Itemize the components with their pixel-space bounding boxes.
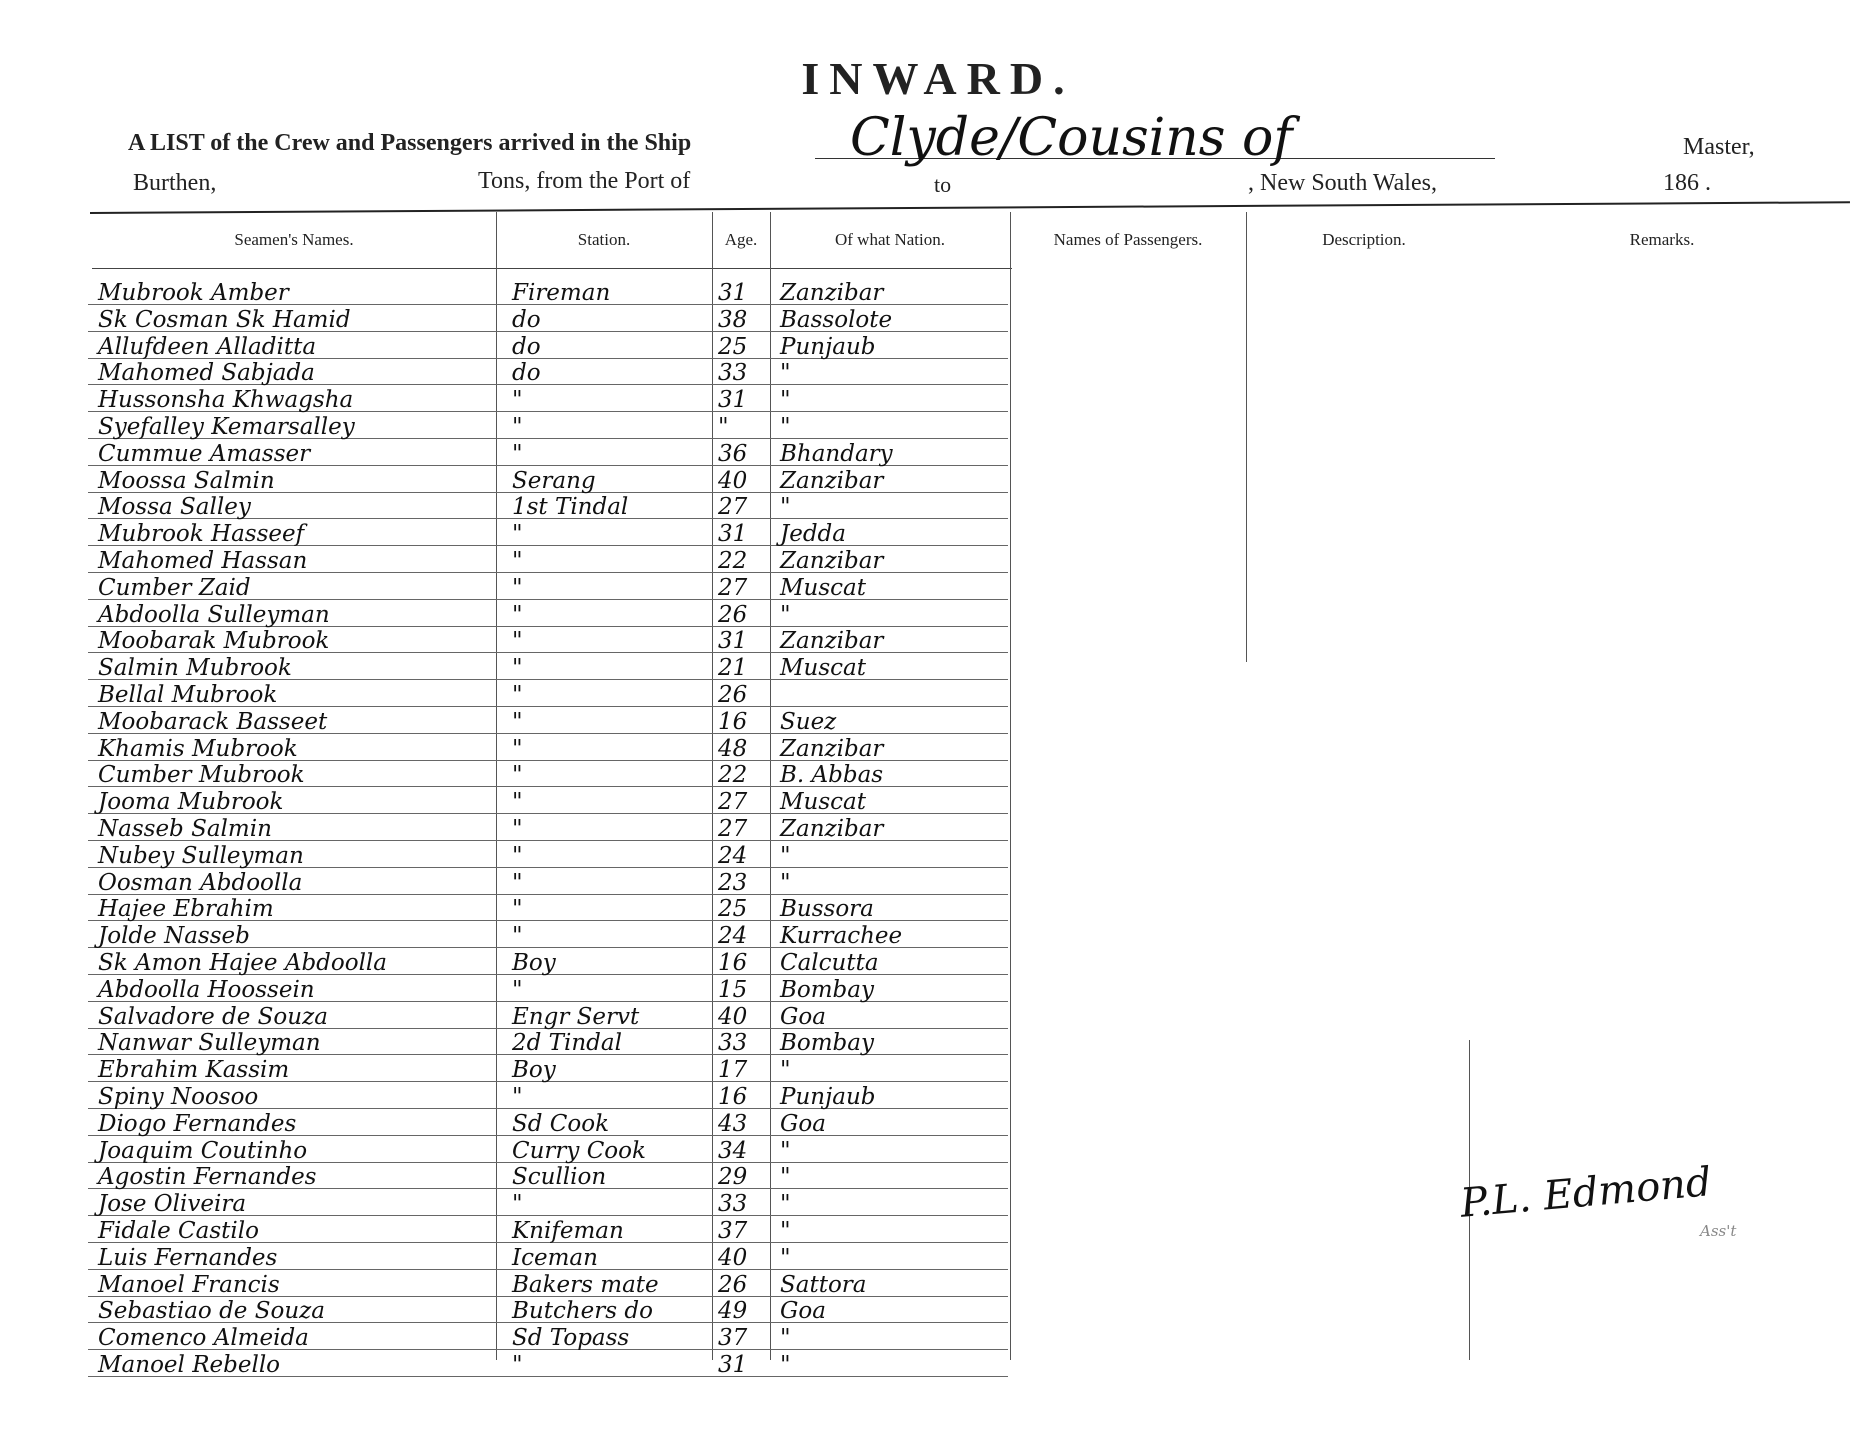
age: 48 — [718, 735, 748, 762]
seaman-name: Cummue Amasser — [98, 440, 311, 467]
age: 40 — [718, 1244, 748, 1271]
age: 26 — [718, 601, 748, 628]
station: " — [512, 440, 523, 467]
station: " — [512, 574, 523, 601]
station: " — [512, 842, 523, 869]
seaman-name: Mubrook Hasseef — [98, 521, 305, 548]
page-title: INWARD. — [801, 53, 1075, 104]
station: Sd Cook — [512, 1110, 610, 1137]
seaman-name: Hajee Ebrahim — [98, 896, 274, 923]
col-header-description: Description. — [1322, 230, 1406, 249]
station: Boy — [512, 1057, 556, 1084]
nation: Zanzibar — [780, 280, 884, 306]
age: 24 — [718, 923, 748, 950]
station: " — [512, 682, 523, 708]
station: Fireman — [512, 280, 611, 306]
station: Sd Topass — [512, 1325, 630, 1352]
age: 49 — [718, 1298, 748, 1325]
age: 22 — [718, 548, 748, 574]
station: Bakers mate — [512, 1271, 659, 1298]
nation: Bussora — [780, 896, 874, 923]
seaman-name: Moobarack Basseet — [98, 708, 328, 735]
age: 40 — [718, 1003, 748, 1030]
seaman-name: Sebastiao de Souza — [98, 1298, 325, 1325]
seaman-name: Bellal Mubrook — [98, 682, 278, 708]
column-header-rule — [92, 268, 1012, 269]
seaman-name: Joaquim Coutinho — [98, 1137, 308, 1164]
seaman-name: Oosman Abdoolla — [98, 869, 303, 896]
age: 27 — [718, 494, 748, 521]
seaman-name: Cumber Mubrook — [98, 762, 305, 789]
col-header-age: Age. — [724, 230, 758, 249]
nation: Sattora — [780, 1271, 867, 1298]
nsw-label: , New South Wales, — [1248, 170, 1437, 196]
age: 38 — [718, 306, 748, 333]
age: 31 — [718, 628, 748, 655]
station: " — [512, 762, 523, 789]
age: 37 — [718, 1325, 748, 1352]
nation: Goa — [780, 1298, 826, 1325]
seaman-name: Agostin Fernandes — [98, 1164, 317, 1191]
age: 25 — [718, 333, 748, 360]
burthen-label: Burthen, — [133, 170, 217, 196]
station: " — [512, 414, 523, 440]
nation: Calcutta — [780, 950, 879, 976]
nation: Muscat — [780, 789, 867, 816]
nation: " — [780, 1352, 791, 1378]
seaman-name: Nasseb Salmin — [98, 816, 272, 842]
seaman-name: Spiny Noosoo — [98, 1084, 259, 1110]
nation: Goa — [780, 1003, 826, 1030]
age: 21 — [718, 655, 748, 682]
nation: Bassolote — [780, 306, 893, 333]
seaman-name: Abdoolla Hoossein — [98, 976, 315, 1003]
age: 43 — [718, 1110, 748, 1137]
station: Scullion — [512, 1164, 607, 1191]
nation: Zanzibar — [780, 816, 884, 842]
seaman-name: Cumber Zaid — [98, 574, 251, 601]
nation: Bombay — [780, 1030, 874, 1057]
seaman-name: Jooma Mubrook — [98, 789, 284, 816]
seaman-name: Salvadore de Souza — [98, 1003, 328, 1030]
age: 16 — [718, 950, 748, 976]
nation: " — [780, 494, 791, 521]
age: 23 — [718, 869, 748, 896]
ship-name: Clyde/Cousins of — [850, 108, 1293, 168]
nation: " — [780, 1057, 791, 1084]
nation: " — [780, 1164, 791, 1191]
station: Knifeman — [512, 1218, 624, 1244]
nation: Zanzibar — [780, 548, 884, 574]
seaman-name: Manoel Francis — [98, 1271, 280, 1298]
seaman-name: Comenco Almeida — [98, 1325, 309, 1352]
age: 31 — [718, 280, 748, 306]
nation: Zanzibar — [780, 628, 884, 655]
station: " — [512, 923, 523, 950]
station: Curry Cook — [512, 1137, 646, 1164]
station: " — [512, 708, 523, 735]
col-header-nation: Of what Nation. — [834, 230, 945, 249]
nation: Zanzibar — [780, 735, 884, 762]
station: " — [512, 655, 523, 682]
nation: " — [780, 1325, 791, 1352]
col-header-names: Seamen's Names. — [234, 230, 354, 249]
station: Engr Servt — [512, 1003, 640, 1030]
seaman-name: Nubey Sulleyman — [98, 842, 304, 869]
nation: " — [780, 1191, 791, 1218]
age: 31 — [718, 387, 748, 414]
station: " — [512, 628, 523, 655]
master-label: Master, — [1683, 134, 1755, 160]
seaman-name: Salmin Mubrook — [98, 655, 292, 682]
tons-from-label: Tons, from the Port of — [478, 168, 691, 194]
station: " — [512, 896, 523, 923]
age: 17 — [718, 1057, 748, 1084]
station: " — [512, 869, 523, 896]
age: 26 — [718, 1271, 748, 1298]
nation: Goa — [780, 1110, 826, 1137]
seaman-name: Moossa Salmin — [98, 467, 275, 494]
column-divider — [1010, 212, 1011, 1360]
seaman-name: Hussonsha Khwagsha — [98, 387, 354, 414]
age: 36 — [718, 440, 748, 467]
to-label: to — [934, 172, 952, 197]
col-header-remarks: Remarks. — [1629, 230, 1695, 249]
station: 1st Tindal — [512, 494, 629, 521]
nation: Bhandary — [780, 440, 893, 467]
seaman-name: Mahomed Hassan — [98, 548, 308, 574]
nation: " — [780, 1218, 791, 1244]
nation: " — [780, 869, 791, 896]
nation: Jedda — [780, 521, 846, 548]
nation: " — [780, 360, 791, 387]
seaman-name: Fidale Castilo — [98, 1218, 259, 1244]
column-divider — [1246, 212, 1247, 662]
station: 2d Tindal — [512, 1030, 622, 1057]
nation: " — [780, 1137, 791, 1164]
seaman-name: Sk Amon Hajee Abdoolla — [98, 950, 388, 976]
list-heading: A LIST of the Crew and Passengers arrived in the Ship — [128, 130, 692, 156]
age: " — [718, 414, 729, 440]
seaman-name: Moobarak Mubrook — [98, 628, 330, 655]
seaman-name: Mahomed Sabjada — [98, 360, 315, 387]
nation: Zanzibar — [780, 467, 884, 494]
seaman-name: Ebrahim Kassim — [98, 1057, 290, 1084]
nation: B. Abbas — [780, 762, 884, 789]
age: 27 — [718, 816, 748, 842]
col-header-station: Station. — [577, 230, 631, 249]
seaman-name: Sk Cosman Sk Hamid — [98, 306, 351, 333]
header-rule — [90, 201, 1850, 214]
age: 31 — [718, 521, 748, 548]
age: 34 — [718, 1137, 748, 1164]
station: " — [512, 1191, 523, 1218]
age: 27 — [718, 574, 748, 601]
seaman-name: Khamis Mubrook — [98, 735, 298, 762]
station: " — [512, 521, 523, 548]
nation: Muscat — [780, 655, 867, 682]
station: Boy — [512, 950, 556, 976]
seaman-name: Jolde Nasseb — [98, 923, 250, 950]
nation: Muscat — [780, 574, 867, 601]
signature-note: Ass't — [1700, 1222, 1737, 1240]
age: 31 — [718, 1352, 748, 1378]
age: 27 — [718, 789, 748, 816]
station: " — [512, 548, 523, 574]
seaman-name: Allufdeen Alladitta — [98, 333, 317, 360]
station: Serang — [512, 467, 596, 494]
station: do — [512, 333, 541, 360]
nation: " — [780, 842, 791, 869]
year-label: 186 . — [1663, 170, 1711, 196]
station: " — [512, 1084, 523, 1110]
station: " — [512, 387, 523, 414]
col-header-passengers: Names of Passengers. — [1053, 230, 1203, 249]
nation: " — [780, 1244, 791, 1271]
age: 33 — [718, 1030, 748, 1057]
station: do — [512, 360, 541, 387]
age: 29 — [718, 1164, 748, 1191]
age: 15 — [718, 976, 748, 1003]
seaman-name: Nanwar Sulleyman — [98, 1030, 321, 1057]
seaman-name: Manoel Rebello — [98, 1352, 281, 1378]
nation: " — [780, 387, 791, 414]
age: 33 — [718, 360, 748, 387]
station: Iceman — [512, 1244, 598, 1271]
age: 22 — [718, 762, 748, 789]
age: 40 — [718, 467, 748, 494]
nation: Suez — [780, 708, 837, 735]
seaman-name: Jose Oliveira — [98, 1191, 247, 1218]
age: 25 — [718, 896, 748, 923]
seaman-name: Mubrook Amber — [98, 280, 289, 306]
station: " — [512, 601, 523, 628]
age: 37 — [718, 1218, 748, 1244]
age: 16 — [718, 708, 748, 735]
seaman-name: Abdoolla Sulleyman — [98, 601, 330, 628]
nation: " — [780, 414, 791, 440]
station: " — [512, 1352, 523, 1378]
age: 24 — [718, 842, 748, 869]
age: 16 — [718, 1084, 748, 1110]
seaman-name: Mossa Salley — [98, 494, 251, 521]
nation: " — [780, 601, 791, 628]
station: " — [512, 789, 523, 816]
station: " — [512, 816, 523, 842]
nation: Kurrachee — [780, 923, 903, 950]
station: Butchers do — [512, 1298, 653, 1325]
nation: Bombay — [780, 976, 874, 1003]
seaman-name: Syefalley Kemarsalley — [98, 414, 355, 440]
station: do — [512, 306, 541, 333]
age: 26 — [718, 682, 748, 708]
seaman-name: Diogo Fernandes — [98, 1110, 297, 1137]
age: 33 — [718, 1191, 748, 1218]
signature: P.L. Edmond — [1458, 1159, 1714, 1227]
station: " — [512, 976, 523, 1003]
station: " — [512, 735, 523, 762]
seaman-name: Luis Fernandes — [98, 1244, 278, 1271]
nation: Punjaub — [780, 333, 876, 360]
nation: Punjaub — [780, 1084, 876, 1110]
